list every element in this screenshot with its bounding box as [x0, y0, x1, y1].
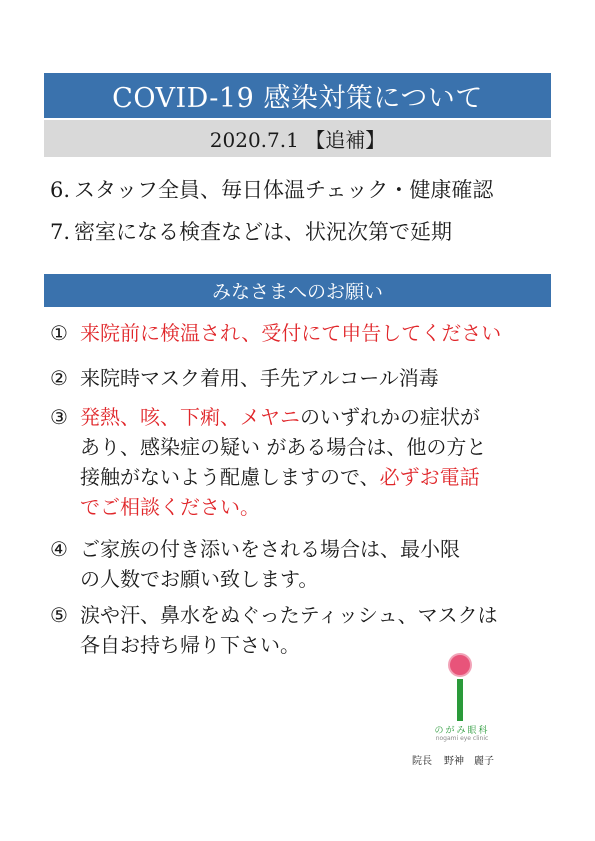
- request-text: 涙や汗、鼻水をぬぐったティッシュ、マスクは: [80, 603, 498, 627]
- request-item: [50, 600, 498, 660]
- request-text-emphasis: 必ずお電話: [379, 465, 480, 489]
- request-number: ②: [50, 366, 68, 390]
- date-banner: [44, 120, 551, 157]
- request-text-emphasis: でご相談ください。: [80, 495, 260, 519]
- request-text: 各自お持ち帰り下さい。: [80, 633, 300, 657]
- request-text: ご家族の付き添いをされる場合は、最小限: [80, 537, 460, 561]
- addendum-item: [50, 174, 493, 204]
- director-signature: [412, 752, 506, 767]
- page-title-text: COVID-19 感染対策について: [112, 83, 483, 114]
- clinic-name-english: nogami eye clinic: [435, 735, 489, 742]
- request-number: ③: [50, 405, 68, 429]
- request-item: [50, 402, 486, 522]
- request-text: の人数でお願い致します。: [80, 567, 319, 591]
- requests-heading: [44, 274, 551, 307]
- request-text: 来院前に検温され、受付にて申告してください: [80, 321, 502, 345]
- request-text: 接触がないよう配慮しますので、: [80, 465, 380, 489]
- request-item: [50, 363, 439, 393]
- flower-logo-icon: [420, 652, 500, 722]
- request-item: [50, 318, 501, 348]
- date-text: 2020.7.1 【追補】: [209, 128, 386, 152]
- addendum-text: スタッフ全員、毎日体温チェック・健康確認: [74, 178, 494, 202]
- request-number: ①: [50, 321, 68, 345]
- request-text: 来院時マスク着用、手先アルコール消毒: [80, 366, 439, 390]
- request-number: ⑤: [50, 603, 68, 627]
- addendum-number: 7.: [50, 220, 71, 244]
- request-text-emphasis: 発熱、咳、下痢、メヤニ: [80, 405, 300, 429]
- director-title: 院長: [412, 756, 432, 767]
- director-name: 野神 麗子: [444, 756, 494, 767]
- addendum-text: 密室になる検査などは、状況次第で延期: [74, 220, 453, 244]
- clinic-name: のがみ眼科: [434, 726, 490, 736]
- addendum-item: [50, 216, 452, 246]
- request-text: あり、感染症の疑い がある場合は、他の方と: [80, 435, 487, 459]
- requests-heading-text: みなさまへのお願い: [211, 281, 383, 303]
- addendum-number: 6.: [50, 178, 71, 202]
- page-title: [44, 73, 551, 118]
- request-number: ④: [50, 537, 68, 561]
- request-item: [50, 534, 460, 594]
- request-text: のいずれかの症状が: [300, 405, 480, 429]
- request-text-line: [50, 462, 486, 492]
